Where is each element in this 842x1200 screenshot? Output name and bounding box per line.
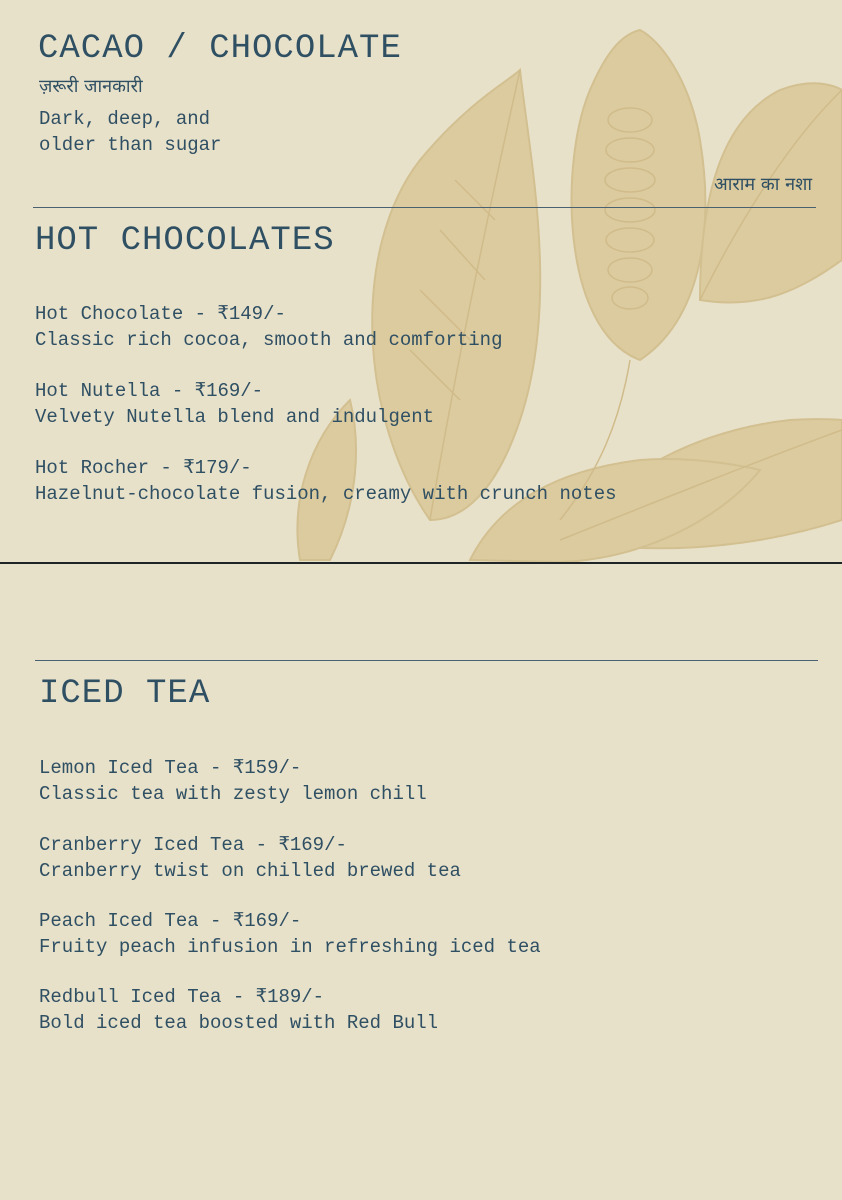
item-name-price: Lemon Iced Tea - ₹159/- bbox=[39, 757, 302, 779]
item-description: Classic rich cocoa, smooth and comforting bbox=[35, 329, 503, 351]
menu-item bbox=[35, 301, 502, 353]
menu-item bbox=[39, 984, 438, 1036]
cacao-panel bbox=[0, 0, 842, 562]
item-name-price: Hot Nutella - ₹169/- bbox=[35, 380, 264, 402]
item-description: Classic tea with zesty lemon chill bbox=[39, 783, 427, 805]
item-name-price: Cranberry Iced Tea - ₹169/- bbox=[39, 834, 347, 856]
hindi-tagline: आराम का नशा bbox=[713, 174, 812, 195]
item-description: Cranberry twist on chilled brewed tea bbox=[39, 860, 461, 882]
panel-divider bbox=[0, 562, 842, 564]
section-divider bbox=[35, 660, 818, 661]
item-name-price: Peach Iced Tea - ₹169/- bbox=[39, 910, 302, 932]
page-title: CACAO / CHOCOLATE bbox=[38, 30, 402, 68]
section-title-iced-tea: ICED TEA bbox=[39, 675, 211, 713]
item-name-price: Hot Rocher - ₹179/- bbox=[35, 457, 252, 479]
tagline: Dark, deep, and older than sugar bbox=[39, 108, 222, 156]
menu-item bbox=[39, 755, 427, 807]
item-name-price: Redbull Iced Tea - ₹189/- bbox=[39, 986, 325, 1008]
menu-item bbox=[39, 908, 541, 960]
item-description: Velvety Nutella blend and indulgent bbox=[35, 406, 435, 428]
section-title-hot-chocolates: HOT CHOCOLATES bbox=[35, 222, 335, 260]
menu-item bbox=[35, 378, 434, 430]
item-description: Bold iced tea boosted with Red Bull bbox=[39, 1012, 439, 1034]
menu-item bbox=[35, 455, 617, 507]
item-name-price: Hot Chocolate - ₹149/- bbox=[35, 303, 286, 325]
item-description: Hazelnut-chocolate fusion, creamy with crunch notes bbox=[35, 483, 617, 505]
hindi-subtitle: ज़रूरी जानकारी bbox=[39, 76, 143, 97]
section-divider bbox=[33, 207, 816, 208]
menu-item bbox=[39, 832, 461, 884]
item-description: Fruity peach infusion in refreshing iced tea bbox=[39, 936, 541, 958]
